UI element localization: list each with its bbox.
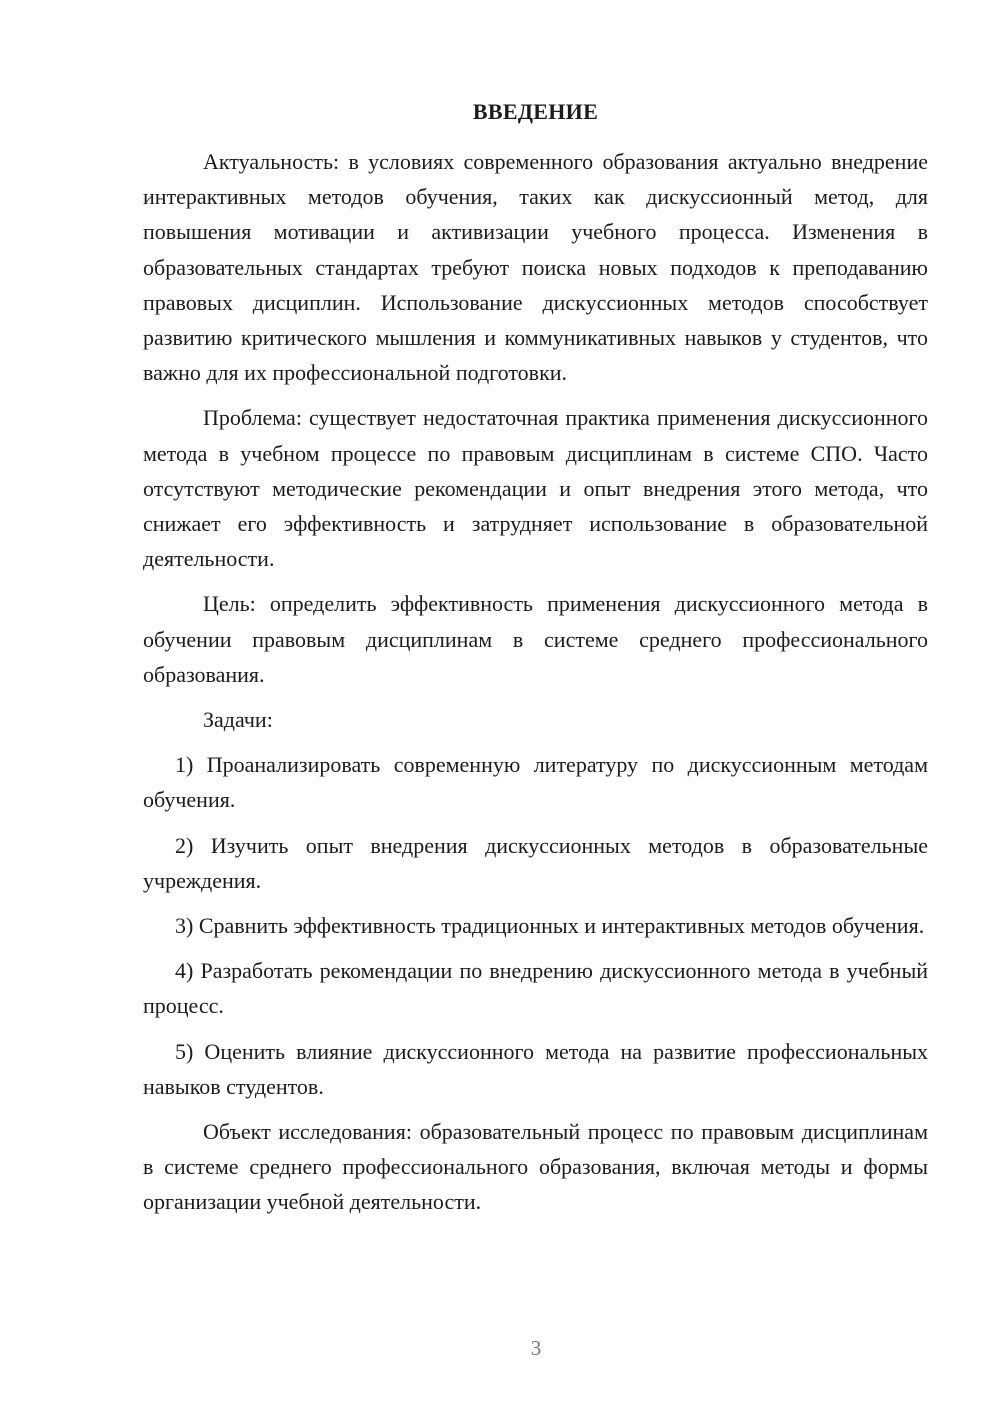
task-item-3: 3) Сравнить эффективность традиционных и интерактивных методов обучения.	[175, 913, 925, 939]
tasks-heading: Задачи:	[203, 707, 273, 733]
relevance-paragraph: Актуальность: в условиях современного образования актуально внедрение интерактивных методов обучения, таких как дискуссионный метод, для повышения мотивации и активизации учебного процесса. Изменения в образовательных стандартах требуют поиска новых подходов к преподаванию правовых дисциплин. Использование дискуссионных методов способствует развитию критического мышления и коммуникативных навыков у студентов, что важно для их профессиональной подготовки.	[143, 149, 928, 386]
problem-paragraph: Проблема: существует недостаточная практика применения дискуссионного метода в учебном процессе по правовым дисциплинам в системе СПО. Часто отсутствуют методические рекомендации и опыт внедрения этого метода, что снижает его эффективность и затрудняет использование в образовательной деятельности.	[143, 405, 928, 572]
object-paragraph: Объект исследования: образовательный процесс по правовым дисциплинам в системе среднего профессионального образования, включая методы и формы организации учебной деятельности.	[143, 1119, 928, 1215]
task-item-4: 4) Разработать рекомендации по внедрению дискуссионного метода в учебный процесс.	[143, 958, 928, 1019]
task-item-5: 5) Оценить влияние дискуссионного метода на развитие профессиональных навыков студентов.	[143, 1038, 928, 1099]
page-number: 3	[530, 1336, 542, 1360]
section-title: ВВЕДЕНИЕ	[472, 99, 599, 124]
page-content	[143, 97, 928, 1220]
task-item-1: 1) Проанализировать современную литературу по дискуссионным методам обучения.	[143, 752, 928, 813]
task-item-2: 2) Изучить опыт внедрения дискуссионных методов в образовательные учреждения.	[143, 832, 928, 893]
goal-paragraph: Цель: определить эффективность применения дискуссионного метода в обучении правовым дисциплинам в системе среднего профессионального образования.	[143, 591, 928, 687]
